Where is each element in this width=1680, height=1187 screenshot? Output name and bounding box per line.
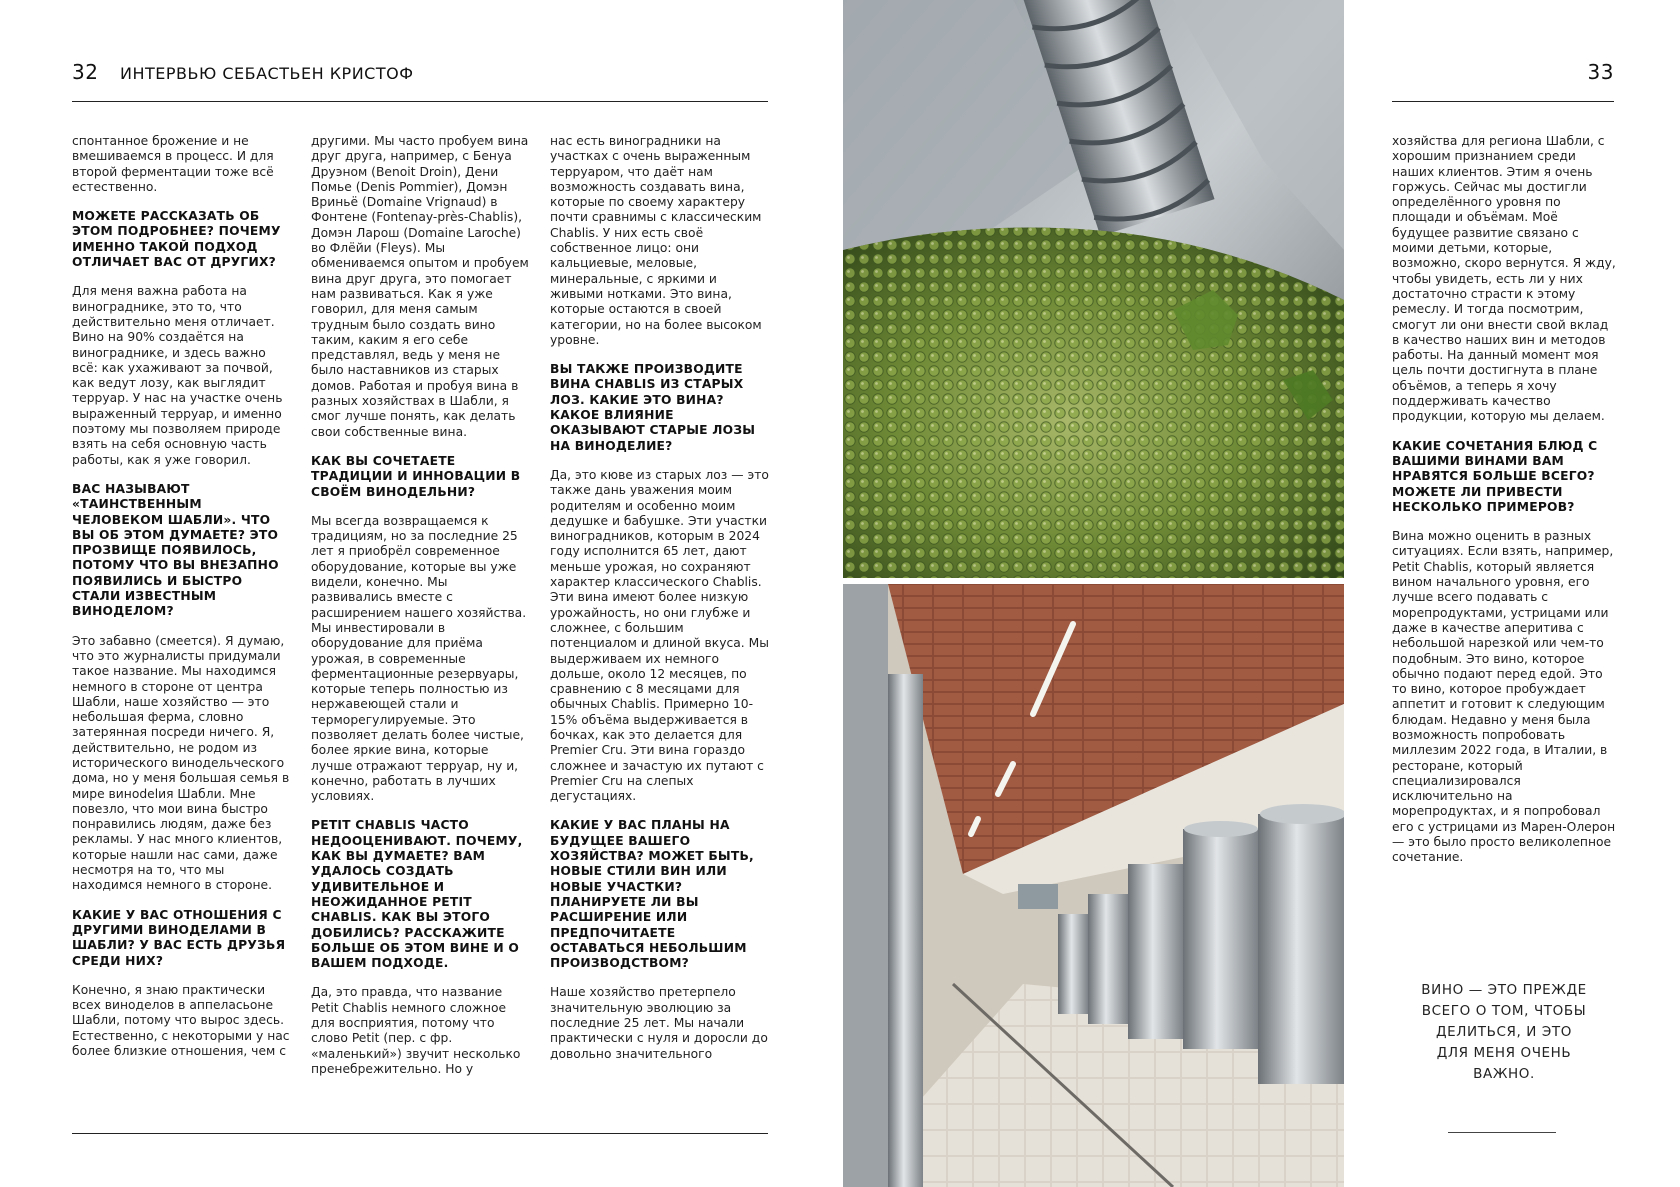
- pull-quote-rule: [1448, 1132, 1556, 1133]
- interview-question: PETIT CHABLIS ЧАСТО НЕДООЦЕНИВАЮТ. ПОЧЕМУ, КАК ВЫ ДУМАЕТЕ? ВАМ УДАЛОСЬ СОЗДАТЬ УДИВИТЕЛЬНОЕ И НЕОЖИДАННОЕ PETIT CHABLIS. КАК ВЫ ЭТОГО ДОБИЛИСЬ? РАССКАЖИТЕ БОЛЬШЕ ОБ ЭТОМ ВИНЕ И О ВАШЕМ ПОДХОДЕ.: [311, 818, 523, 971]
- text-column-4: [1392, 134, 1616, 880]
- right-page-header: [1392, 60, 1614, 102]
- wine-cellar-photo: [843, 584, 1344, 1187]
- paragraph: нас есть виноградники на участках с очень выраженным терруаром, что даёт нам возможность создавать вина, которые по своему характеру почти сравнимы с классическим Chablis. У них есть своё собственное лицо: они кальциевые, меловые, минеральные, с яркими и живыми нотками. Это вина, которые остаются в своей категории, но на более высоком уровне.: [550, 134, 762, 347]
- text-column-3: [550, 134, 772, 1076]
- pull-quote: ВИНО — ЭТО ПРЕЖДЕ ВСЕГО О ТОМ, ЧТОБЫ ДЕЛИТЬСЯ, И ЭТО ДЛЯ МЕНЯ ОЧЕНЬ ВАЖНО.: [1421, 982, 1587, 1082]
- interview-question: ВАС НАЗЫВАЮТ «ТАИНСТВЕННЫМ ЧЕЛОВЕКОМ ШАБЛИ». ЧТО ВЫ ОБ ЭТОМ ДУМАЕТЕ? ЭТО ПРОЗВИЩЕ ПОЯВИЛОСЬ, ПОТОМУ ЧТО ВЫ ВНЕЗАПНО ПОЯВИЛИСЬ И БЫСТРО СТАЛИ ИЗВЕСТНЫМ ВИНОДЕЛОМ?: [72, 481, 279, 619]
- paragraph: Да, это кюве из старых лоз — это также дань уважения моим родителям и особенно моим дедушке и бабушке. Эти участки виноградников, которым в 2024 году исполнится 65 лет, дают меньше урожая, но сохраняют характер классического Chablis. Эти вина имеют более низкую урожайность, но они глубже и сложнее, с большим потенциалом и длиной вкуса. Мы выдерживаем их немного дольше, около 12 месяцев, по сравнению с 8 месяцами для обычных Chablis. Примерно 10-15% объёма выдерживается в бочках, как это делается для Premier Cru. Эти вина гораздо сложнее и зачастую их путают с Premier Cru на слепых дегустациях.: [550, 467, 769, 804]
- grape-harvest-photo: [843, 0, 1344, 578]
- interview-question: КАКИЕ У ВАС ОТНОШЕНИЯ С ДРУГИМИ ВИНОДЕЛАМИ В ШАБЛИ? У ВАС ЕСТЬ ДРУЗЬЯ СРЕДИ НИХ?: [72, 907, 286, 968]
- text-column-2: [311, 134, 533, 1091]
- paragraph: спонтанное брожение и не вмешиваемся в процесс. И для второй ферментации тоже всё естественно.: [72, 134, 274, 194]
- wine-cellar-illustration: [843, 584, 1344, 1187]
- left-page-number: 32: [72, 60, 99, 84]
- interview-question: КАКИЕ СОЧЕТАНИЯ БЛЮД С ВАШИМИ ВИНАМИ ВАМ НРАВЯТСЯ БОЛЬШЕ ВСЕГО? МОЖЕТЕ ЛИ ПРИВЕСТИ НЕСКОЛЬКО ПРИМЕРОВ?: [1392, 438, 1598, 514]
- paragraph: Для меня важна работа на винограднике, это то, что действительно меня отличает. Вино на 90% создаётся на винограднике, и здесь важно всё: как ухаживают за почвой, как ведут лозу, как выглядит терруар. У нас на участке очень выраженный терруар, и именно поэтому мы позволяем природе взять на себя основную часть работы, как я уже говорил.: [72, 284, 283, 467]
- interview-question: КАКИЕ У ВАС ПЛАНЫ НА БУДУЩЕЕ ВАШЕГО ХОЗЯЙСТВА? МОЖЕТ БЫТЬ, НОВЫЕ СТИЛИ ВИН ИЛИ НОВЫЕ УЧАСТКИ? ПЛАНИРУЕТЕ ЛИ ВЫ РАСШИРЕНИЕ ИЛИ ПРЕДПОЧИТАЕТЕ ОСТАВАТЬСЯ НЕБОЛЬШИМ ПРОИЗВОДСТВОМ?: [550, 818, 754, 971]
- paragraph: Мы всегда возвращаемся к традициям, но за последние 25 лет я приобрёл современное оборудование, которые вы уже видели, конечно. Мы развивались вместе с расширением нашего хозяйства. Мы инвестировали в оборудование для приёма урожая, в современные ферментационные резервуары, которые теперь полностью из нержавеющей стали и терморегулируемые. Это позволяет делать более чистые, более яркие вина, которые лучше отражают терруар, ну и, конечно, работать в лучших условиях.: [311, 513, 527, 804]
- text-column-1: [72, 134, 294, 1073]
- right-page-number: 33: [1587, 60, 1614, 84]
- paragraph: хозяйства для региона Шабли, с хорошим признанием среди наших клиентов. Этим я очень горжусь. Сейчас мы достигли определённого уровня по площади и объёмам. Моё будущее развитие связано с моими детьми, которые, возможно, скоро вернутся. Я жду, чтобы увидеть, есть ли у них достаточно страсти к этому ремеслу. И тогда посмотрим, смогут ли они внести свой вклад в качество наших вин и методов работы. На данный момент моя цель почти достигнута в плане объёмов, а теперь я хочу поддерживать качество продукции, которую мы делаем.: [1392, 134, 1616, 424]
- paragraph: другими. Мы часто пробуем вина друг друга, например, с Бенуа Друэном (Benoit Droin), Дени Помье (Denis Pommier), Домэн Вриньё (Domaine Vrignaud) в Фонтене (Fontenay-près-Chablis), Домэн Ларош (Domaine Laroche) во Флёйи (Fleys). Мы обмениваемся опытом и пробуем вина друг друга, это помогает нам развиваться. Как я уже говорил, для меня самым трудным было создать вино таким, каким я его себе представлял, ведь у меня не было наставников из старых домов. Работая и пробуя вина в разных хозяйствах в Шабли, я смог лучше понять, как делать свои собственные вина.: [311, 134, 529, 439]
- section-title: ИНТЕРВЬЮ СЕБАСТЬЕН КРИСТОФ: [120, 64, 414, 83]
- grape-harvest-illustration: [843, 0, 1344, 578]
- interview-question: ВЫ ТАКЖЕ ПРОИЗВОДИТЕ ВИНА CHABLIS ИЗ СТАРЫХ ЛОЗ. КАКИЕ ЭТО ВИНА? КАКОЕ ВЛИЯНИЕ ОКАЗЫВАЮТ СТАРЫЕ ЛОЗЫ НА ВИНОДЕЛИЕ?: [550, 362, 756, 453]
- paragraph: Вина можно оценить в разных ситуациях. Если взять, например, Petit Chablis, который является вином начального уровня, его лучше всего подавать с морепродуктами, устрицами или даже в качестве аперитива с небольшой нарезкой или чем-то подобным. Это вино, которое обычно подают перед едой. Это то вино, которое пробуждает аппетит и готовит к следующим блюдам. Недавно у меня была возможность попробовать миллезим 2022 года, в Италии, в ресторане, который специализировался исключительно на морепродуктах, и я попробовал его с устрицами из Марен-Олерон — это было просто великолепное сочетание.: [1392, 529, 1616, 865]
- paragraph: Да, это правда, что название Petit Chablis немного сложное для восприятия, потому что слово Petit (пер. с фр. «маленький») звучит несколько пренебрежительно. Но у: [311, 985, 521, 1076]
- left-page-footer-rule: [72, 1133, 768, 1134]
- left-page-header: [72, 60, 768, 102]
- paragraph: Это забавно (смеется). Я думаю, что это журналисты придумали такое название. Мы находимся немного в стороне от центра Шабли, наше хозяйство — это небольшая ферма, словно затерянная посреди ничего. Я, действительно, не родом из исторического винодельческого дома, но у меня большая семья в мире винodelия Шабли. Мне повезло, что мои вина быстро понравились людям, даже без рекламы. У нас много клиентов, которые нашли нас сами, даже несмотря на то, что мы находимся немного в стороне.: [72, 633, 290, 893]
- paragraph: Конечно, я знаю практически всех виноделов в аппеласьоне Шабли, потому что вырос здесь. Естественно, с некоторыми у нас более близкие отношения, чем с: [72, 982, 290, 1059]
- interview-question: КАК ВЫ СОЧЕТАЕТЕ ТРАДИЦИИ И ИННОВАЦИИ В СВОЁМ ВИНОДЕЛЬНИ?: [311, 453, 521, 499]
- interview-question: МОЖЕТЕ РАССКАЗАТЬ ОБ ЭТОМ ПОДРОБНЕЕ? ПОЧЕМУ ИМЕННО ТАКОЙ ПОДХОД ОТЛИЧАЕТ ВАС ОТ ДРУГИХ?: [72, 209, 281, 270]
- paragraph: Наше хозяйство претерпело значительную эволюцию за последние 25 лет. Мы начали практически с нуля и доросли до довольно значительного: [550, 985, 768, 1061]
